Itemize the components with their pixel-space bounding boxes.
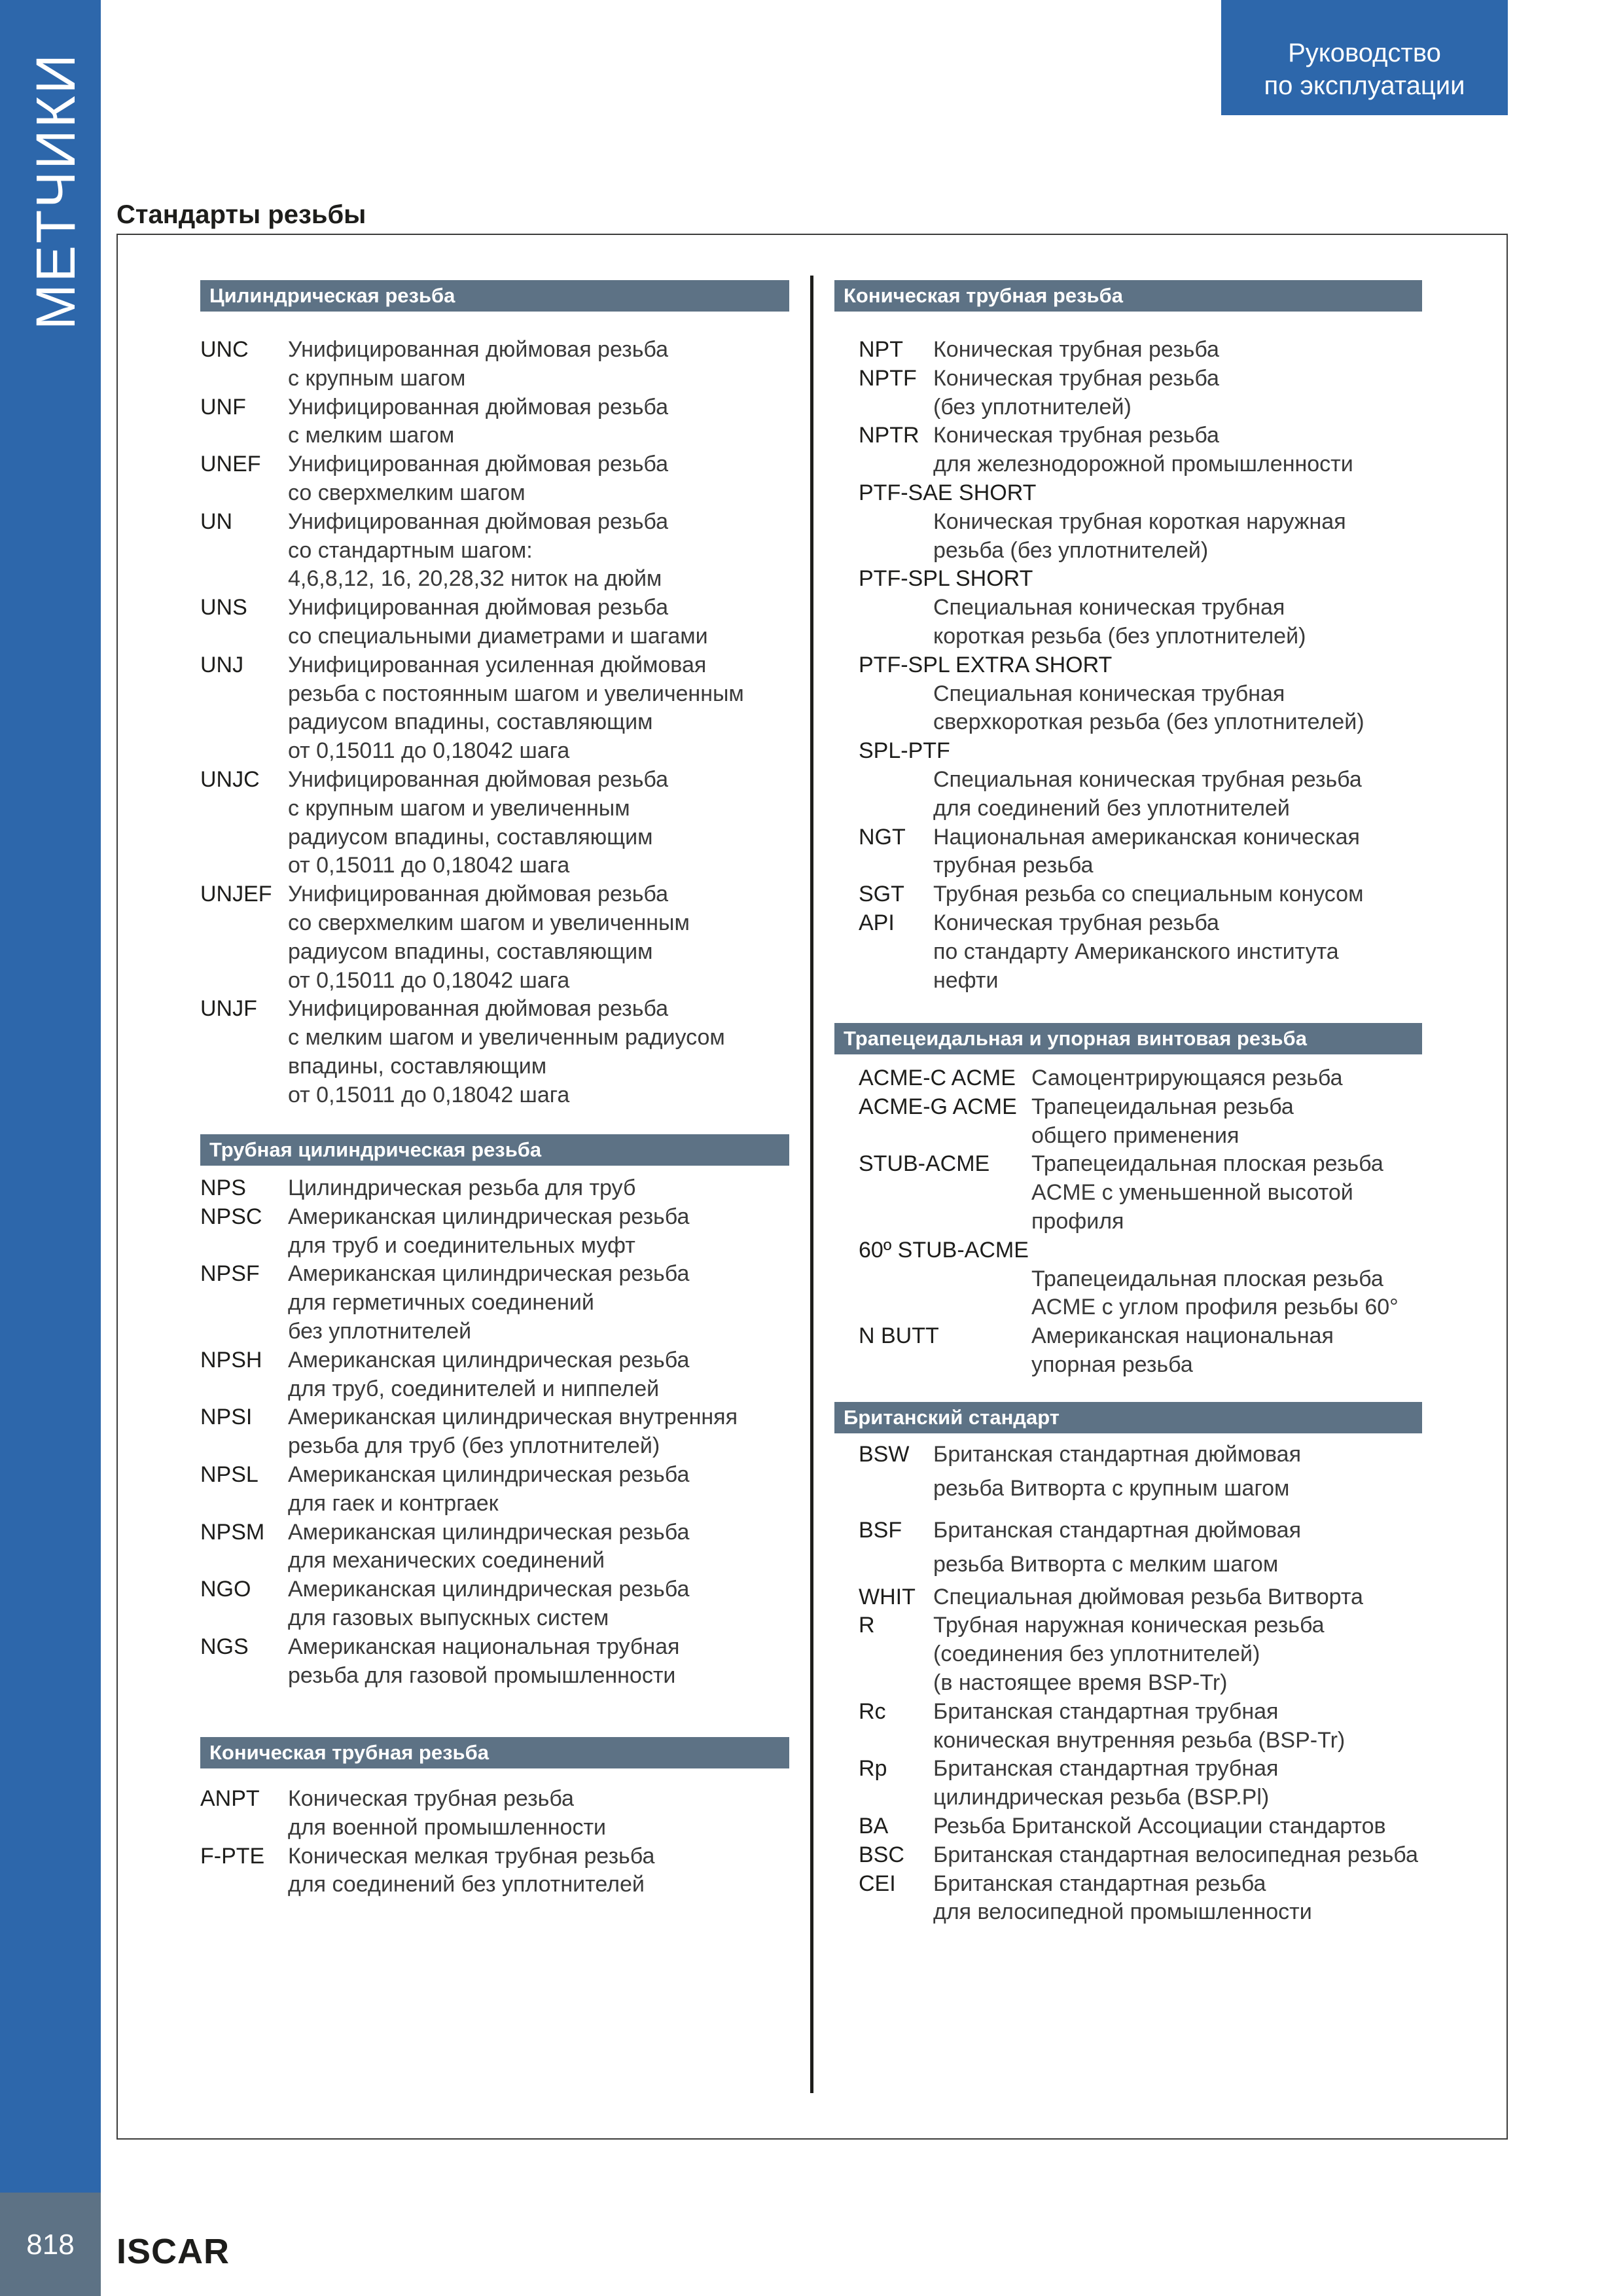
section-header-pipe-taper: Коническая трубная резьба xyxy=(834,280,1422,312)
thread-description xyxy=(859,1611,1435,1697)
thread-entry-npsi xyxy=(200,1403,789,1461)
description-line: Трубная резьба со специальным конусом xyxy=(933,882,1364,907)
thread-code: BSF xyxy=(859,1517,902,1543)
thread-code: NPS xyxy=(200,1175,246,1200)
description-line: Унифицированная усиленная дюймовая xyxy=(288,652,707,677)
description-line: для соединений без уплотнителей xyxy=(288,1872,645,1897)
description-line: Американская цилиндрическая внутренняя xyxy=(288,1405,738,1430)
description-line: (без уплотнителей) xyxy=(933,394,1132,420)
thread-entry-unef xyxy=(200,450,789,508)
description-line: Британская стандартная трубная xyxy=(933,1698,1279,1724)
description-line: Американская национальная xyxy=(1031,1323,1334,1349)
description-line: радиусом впадины, составляющим xyxy=(288,709,653,735)
thread-description xyxy=(200,450,789,508)
thread-description xyxy=(859,1870,1435,1928)
description-line: для военной промышленности xyxy=(288,1814,607,1840)
thread-entry-ptf-spl-short xyxy=(859,565,1435,651)
description-line: от 0,15011 до 0,18042 шага xyxy=(288,1082,570,1107)
thread-entry-unf xyxy=(200,393,789,451)
description-line: Американская цилиндрическая резьба xyxy=(288,1577,690,1602)
section-header-pipe-taper-left: Коническая трубная резьба xyxy=(200,1737,789,1768)
thread-entry-ptf-spl-extra-short xyxy=(859,651,1435,737)
description-line: резьба (без уплотнителей) xyxy=(933,537,1209,563)
description-line: для механических соединений xyxy=(288,1548,605,1573)
thread-entry-ngt xyxy=(859,823,1435,881)
description-line: Трубная наружная коническая резьба xyxy=(933,1613,1325,1638)
thread-description xyxy=(859,1516,1435,1583)
thread-code: R xyxy=(859,1613,875,1638)
description-line: Британская стандартная дюймовая xyxy=(933,1442,1301,1467)
description-line: впадины, составляющим xyxy=(288,1053,547,1079)
thread-entry-rp xyxy=(859,1755,1435,1812)
thread-entry-nps xyxy=(200,1174,789,1203)
description-line: радиусом впадины, составляющим xyxy=(288,824,653,850)
thread-code: ACME-G ACME xyxy=(859,1094,1017,1119)
section-header-pipe-cylindrical: Трубная цилиндрическая резьба xyxy=(200,1134,789,1166)
description-line: с крупным шагом и увеличенным xyxy=(288,795,630,821)
description-line: Унифицированная дюймовая резьба xyxy=(288,766,669,792)
description-line: резьба Витворта с крупным шагом xyxy=(933,1475,1290,1501)
section-cylindrical-list xyxy=(200,336,789,1110)
description-line: Специальная коническая трубная xyxy=(933,681,1285,706)
thread-entry-bsf xyxy=(859,1516,1435,1583)
description-line: 4,6,8,12, 16, 20,28,32 ниток на дюйм xyxy=(288,566,662,592)
description-line: резьба для газовой промышленности xyxy=(288,1662,676,1688)
description-line: (в настоящее время BSP-Tr) xyxy=(933,1670,1228,1695)
thread-code: Rp xyxy=(859,1756,887,1782)
description-line: для труб и соединительных муфт xyxy=(288,1232,635,1258)
description-line: Коническая трубная резьба xyxy=(933,337,1219,362)
thread-entry-uns xyxy=(200,594,789,651)
description-line: Американская цилиндрическая резьба xyxy=(288,1519,690,1545)
thread-code: UNF xyxy=(200,394,246,420)
description-line: резьба с постоянным шагом и увеличенным xyxy=(288,681,744,706)
thread-entry-npt xyxy=(859,336,1435,365)
description-line: Резьба Британской Ассоциации стандартов xyxy=(933,1813,1386,1839)
description-line: Цилиндрическая резьба для труб xyxy=(288,1175,636,1200)
thread-code: UNJC xyxy=(200,766,260,792)
page-title: Стандарты резьбы xyxy=(116,200,366,229)
thread-code: CEI xyxy=(859,1871,896,1896)
thread-description xyxy=(200,1518,789,1576)
thread-description xyxy=(200,1575,789,1633)
thread-description xyxy=(200,1203,789,1261)
thread-entry-ptf-sae-short xyxy=(859,479,1435,565)
thread-code: UNEF xyxy=(200,452,261,477)
thread-entry-unjc xyxy=(200,766,789,880)
thread-entry-api xyxy=(859,909,1435,995)
thread-code: NPSF xyxy=(200,1261,260,1287)
thread-description xyxy=(859,823,1435,881)
description-line: Унифицированная дюймовая резьба xyxy=(288,394,669,420)
thread-entry-npsh xyxy=(200,1346,789,1404)
thread-code: UNJ xyxy=(200,652,244,677)
description-line: Американская цилиндрическая резьба xyxy=(288,1261,690,1287)
thread-description xyxy=(859,1755,1435,1812)
thread-description xyxy=(859,365,1435,422)
thread-code: BSW xyxy=(859,1442,910,1467)
description-line: со сверхмелким шагом и увеличенным xyxy=(288,910,690,935)
description-line: Американская цилиндрическая резьба xyxy=(288,1462,690,1487)
page-number: 818 xyxy=(26,2229,75,2261)
thread-entry-n-butt xyxy=(859,1322,1435,1380)
description-line: Коническая трубная резьба xyxy=(933,910,1219,935)
description-line: Британская стандартная трубная xyxy=(933,1756,1279,1782)
description-line: Унифицированная дюймовая резьба xyxy=(288,595,669,620)
description-line: со стандартным шагом: xyxy=(288,537,533,563)
description-line: Американская цилиндрическая резьба xyxy=(288,1347,690,1372)
description-line: для труб, соединителей и ниппелей xyxy=(288,1376,660,1401)
thread-code: N BUTT xyxy=(859,1323,939,1349)
section-header-cylindrical: Цилиндрическая резьба xyxy=(200,280,789,312)
description-line: Британская стандартная резьба xyxy=(933,1871,1266,1896)
thread-description xyxy=(859,909,1435,995)
description-line: для железнодорожной промышленности xyxy=(933,452,1353,477)
thread-code: NPSM xyxy=(200,1519,265,1545)
thread-code: NPSH xyxy=(200,1347,262,1372)
thread-code: NPSC xyxy=(200,1204,262,1229)
thread-entry-npsc xyxy=(200,1203,789,1261)
section-pipe-taper-list xyxy=(859,336,1435,995)
thread-code: BA xyxy=(859,1813,889,1839)
description-line: упорная резьба xyxy=(1031,1352,1193,1377)
description-line: для соединений без уплотнителей xyxy=(933,795,1290,821)
description-line: без уплотнителей xyxy=(288,1318,472,1344)
thread-description xyxy=(859,1812,1435,1841)
thread-entry-npsf xyxy=(200,1260,789,1346)
thread-entry-60-stub-acme xyxy=(859,1236,1435,1322)
thread-entry-bsw xyxy=(859,1441,1435,1507)
column-divider xyxy=(810,276,813,2093)
thread-description xyxy=(200,1346,789,1404)
description-line: цилиндрическая резьба (BSP.Pl) xyxy=(933,1785,1270,1810)
description-line: Коническая трубная резьба xyxy=(288,1786,574,1811)
description-line: Специальная коническая трубная xyxy=(933,595,1285,620)
description-line: с мелким шагом xyxy=(288,423,455,448)
description-line: с крупным шагом xyxy=(288,365,466,391)
thread-description xyxy=(859,1583,1435,1612)
thread-code: NGO xyxy=(200,1577,251,1602)
description-line: ACME с углом профиля резьбы 60° xyxy=(1031,1295,1399,1320)
description-line: Унифицированная дюймовая резьба xyxy=(288,452,669,477)
description-line: коническая внутренняя резьба (BSP-Tr) xyxy=(933,1727,1346,1753)
description-line: Американская национальная трубная xyxy=(288,1634,680,1659)
thread-code: F-PTE xyxy=(200,1843,265,1869)
thread-entry-npsm xyxy=(200,1518,789,1576)
thread-description xyxy=(859,1441,1435,1507)
thread-code: PTF-SPL SHORT xyxy=(859,566,1033,592)
thread-description xyxy=(200,1174,789,1203)
thread-code: NGT xyxy=(859,824,906,850)
manual-badge-line-1: Руководство xyxy=(1288,39,1441,67)
thread-description xyxy=(200,336,789,393)
section-trapezoidal-list xyxy=(859,1064,1435,1380)
thread-description xyxy=(859,422,1435,479)
thread-description xyxy=(200,880,789,995)
description-line: по стандарту Американского института xyxy=(933,939,1339,964)
thread-entry-sgt xyxy=(859,880,1435,909)
description-line: Британская стандартная дюймовая xyxy=(933,1517,1301,1543)
thread-description xyxy=(200,766,789,880)
thread-description xyxy=(859,336,1435,365)
thread-entry-unj xyxy=(200,651,789,766)
thread-code: UNC xyxy=(200,337,249,362)
description-line: от 0,15011 до 0,18042 шага xyxy=(288,738,570,764)
thread-entry-unc xyxy=(200,336,789,393)
thread-code: NGS xyxy=(200,1634,249,1659)
description-line: ACME с уменьшенной высотой xyxy=(1031,1180,1353,1206)
description-line: резьба Витворта с мелким шагом xyxy=(933,1551,1279,1577)
description-line: общего применения xyxy=(1031,1122,1240,1148)
description-line: для герметичных соединений xyxy=(288,1290,594,1316)
thread-description xyxy=(200,1403,789,1461)
section-british-list xyxy=(859,1441,1435,1927)
thread-code: NPSL xyxy=(200,1462,259,1487)
thread-entry-ba xyxy=(859,1812,1435,1841)
thread-entry-acme-c-acme xyxy=(859,1064,1435,1093)
thread-entry-cei xyxy=(859,1870,1435,1928)
thread-code: NPTR xyxy=(859,423,919,448)
thread-entry-nptr xyxy=(859,422,1435,479)
thread-entry-un xyxy=(200,508,789,594)
description-line: с мелким шагом и увеличенным радиусом xyxy=(288,1025,725,1050)
description-line: Самоцентрирующаяся резьба xyxy=(1031,1066,1343,1090)
description-line: Унифицированная дюймовая резьба xyxy=(288,337,669,362)
thread-description xyxy=(200,1461,789,1518)
thread-entry-stub-acme xyxy=(859,1150,1435,1236)
thread-description xyxy=(859,880,1435,909)
thread-description xyxy=(200,1260,789,1346)
description-line: Унифицированная дюймовая резьба xyxy=(288,882,669,907)
thread-code: PTF-SAE SHORT xyxy=(859,480,1037,505)
section-pipe-taper-left-list xyxy=(200,1785,789,1899)
description-line: Унифицированная дюймовая резьба xyxy=(288,509,669,534)
description-line: от 0,15011 до 0,18042 шага xyxy=(288,967,570,993)
description-line: короткая резьба (без уплотнителей) xyxy=(933,623,1306,649)
thread-description xyxy=(859,1841,1435,1870)
description-line: для газовых выпускных систем xyxy=(288,1605,609,1630)
thread-code: NPT xyxy=(859,337,903,362)
thread-code: API xyxy=(859,910,895,935)
thread-code: UNS xyxy=(200,595,247,620)
thread-description xyxy=(200,1785,789,1842)
thread-code: 60º STUB-ACME xyxy=(859,1237,1029,1263)
thread-entry-spl-ptf xyxy=(859,737,1435,823)
thread-entry-bsc xyxy=(859,1841,1435,1870)
sidebar-title: МЕТЧИКИ xyxy=(25,52,86,330)
thread-entry-npsl xyxy=(200,1461,789,1518)
thread-entry-unjef xyxy=(200,880,789,995)
thread-description xyxy=(200,594,789,651)
description-line: для велосипедной промышленности xyxy=(933,1899,1312,1925)
thread-description xyxy=(200,651,789,766)
thread-code: SGT xyxy=(859,882,904,907)
thread-description xyxy=(859,1322,1435,1380)
thread-entry-unjf xyxy=(200,995,789,1109)
thread-code: SPL-PTF xyxy=(859,738,950,764)
thread-entry-acme-g-acme xyxy=(859,1093,1435,1151)
description-line: нефти xyxy=(933,967,999,993)
description-line: для гаек и контргаек xyxy=(288,1490,499,1516)
section-header-british: Британский стандарт xyxy=(834,1402,1422,1433)
description-line: радиусом впадины, составляющим xyxy=(288,939,653,964)
manual-badge-line-2: по эксплуатации xyxy=(1264,71,1465,100)
thread-description xyxy=(200,995,789,1109)
description-line: от 0,15011 до 0,18042 шага xyxy=(288,853,570,878)
thread-entry-anpt xyxy=(200,1785,789,1842)
thread-description xyxy=(200,393,789,451)
thread-code: UNJF xyxy=(200,996,257,1022)
thread-entry-ngs xyxy=(200,1633,789,1691)
description-line: со сверхмелким шагом xyxy=(288,480,526,505)
description-line: Коническая трубная резьба xyxy=(933,365,1219,391)
thread-code: Rc xyxy=(859,1698,886,1724)
thread-description xyxy=(200,508,789,594)
thread-code: NPSI xyxy=(200,1405,253,1430)
description-line: Трапецеидальная плоская резьба xyxy=(1031,1151,1383,1177)
thread-code: WHIT xyxy=(859,1584,916,1609)
thread-code: NPTF xyxy=(859,365,917,391)
section-pipe-cylindrical-list xyxy=(200,1174,789,1690)
description-line: со специальными диаметрами и шагами xyxy=(288,623,708,649)
thread-code: UNJEF xyxy=(200,882,272,907)
thread-description xyxy=(200,1633,789,1691)
brand-logo-text: ISCAR xyxy=(116,2232,230,2271)
description-line: Британская стандартная велосипедная резьба xyxy=(933,1842,1418,1867)
thread-code: ANPT xyxy=(200,1786,260,1811)
thread-code: UN xyxy=(200,509,233,534)
thread-entry-rc xyxy=(859,1698,1435,1755)
thread-entry-ngo xyxy=(200,1575,789,1633)
thread-code: STUB-ACME xyxy=(859,1151,990,1177)
description-line: трубная резьба xyxy=(933,853,1094,878)
description-line: Специальная дюймовая резьба Витворта xyxy=(933,1584,1363,1609)
thread-description xyxy=(200,1842,789,1900)
description-line: Американская цилиндрическая резьба xyxy=(288,1204,690,1229)
description-line: Трапецеидальная резьба xyxy=(1031,1094,1294,1119)
thread-code: BSC xyxy=(859,1842,904,1867)
thread-description xyxy=(859,1698,1435,1755)
description-line: Национальная американская коническая xyxy=(933,824,1360,850)
description-line: профиля xyxy=(1031,1208,1124,1234)
description-line: Коническая трубная короткая наружная xyxy=(933,509,1346,534)
description-line: резьба для труб (без уплотнителей) xyxy=(288,1433,660,1459)
thread-entry-r xyxy=(859,1611,1435,1697)
description-line: Унифицированная дюймовая резьба xyxy=(288,996,669,1022)
description-line: Специальная коническая трубная резьба xyxy=(933,766,1362,792)
thread-entry-f-pte xyxy=(200,1842,789,1900)
thread-entry-whit xyxy=(859,1583,1435,1612)
description-line: Коническая мелкая трубная резьба xyxy=(288,1843,655,1869)
thread-code: PTF-SPL EXTRA SHORT xyxy=(859,652,1113,677)
description-line: Коническая трубная резьба xyxy=(933,423,1219,448)
description-line: Трапецеидальная плоская резьба xyxy=(1031,1266,1383,1291)
manual-badge xyxy=(1221,0,1508,115)
thread-code: ACME-C ACME xyxy=(859,1066,1016,1090)
thread-entry-nptf xyxy=(859,365,1435,422)
description-line: (соединения без уплотнителей) xyxy=(933,1641,1260,1667)
description-line: сверхкороткая резьба (без уплотнителей) xyxy=(933,709,1364,735)
section-header-trapezoidal: Трапецеидальная и упорная винтовая резьба xyxy=(834,1023,1422,1054)
